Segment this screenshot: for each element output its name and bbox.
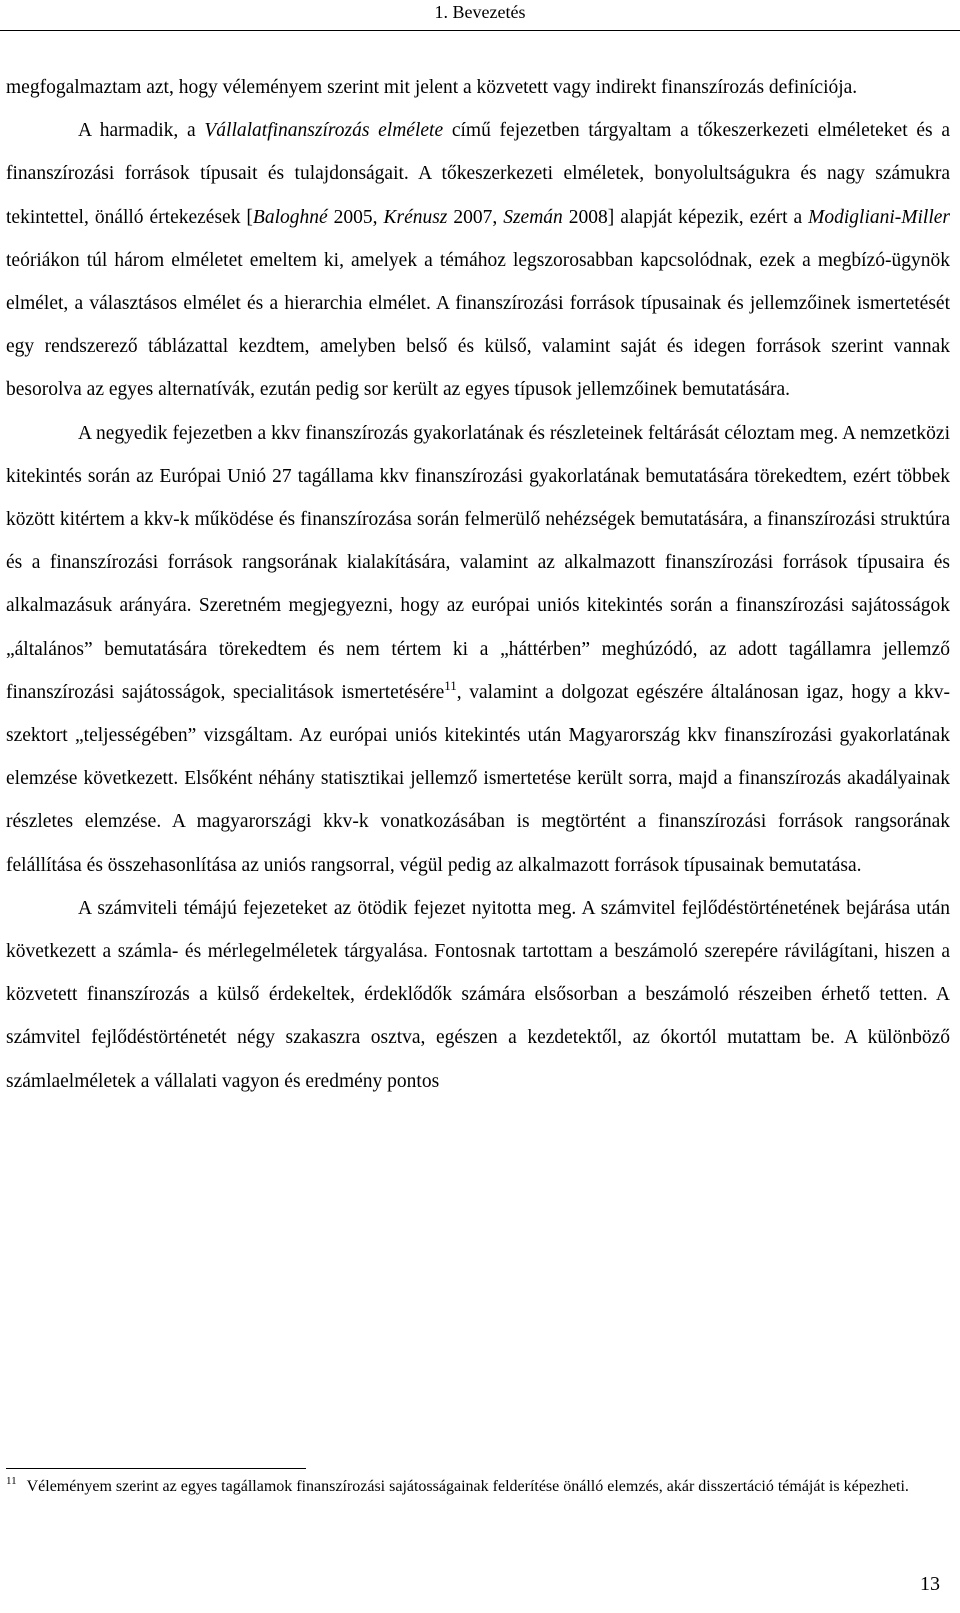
main-text — [6, 66, 950, 1103]
paragraph-text: megfogalmaztam azt, hogy véleményem szerint mit jelent a közvetett vagy indirekt finanszírozás definíciója. — [6, 77, 858, 98]
paragraph-text: A harmadik, a — [78, 120, 205, 142]
paragraph-text: , valamint a dolgozat egészére általánosan igaz, hogy a kkv-szektort „teljességében” vizsgáltam. Az európai uniós kitekintés után Magyarország kkv finanszírozási gyakorlatának elemzése következett. Elsőként néhány statisztikai jellemző ismertetése került sorra, majd a finanszírozás akadályainak részletes elemzése. A magyarországi kkv-k vonatkozásában is megtörtént a finanszírozási források rangsorának felállítása és összehasonlítása az uniós rangsorral, végül pedig az alkalmazott források típusainak bemutatása. — [6, 681, 950, 876]
footnote-number: 11 — [6, 1475, 17, 1487]
footnote-reference[interactable]: 11 — [444, 677, 457, 693]
footnote-text: Véleményem szerint az egyes tagállamok finanszírozási sajátosságainak felderítése önálló elemzés, akár disszertáció témáját is képezheti. — [26, 1478, 909, 1495]
footnote-separator — [6, 1468, 306, 1469]
paragraph-2 — [6, 109, 950, 411]
running-header — [0, 0, 960, 31]
italic-term: Modigliani-Miller — [808, 206, 951, 228]
paragraph-text: teóriákon túl három elméletet emeltem ki, amelyek a témához legszorosabban kapcsolódnak, ezek a megbízó-ügynök elmélet, a választásos elmélet és a hierarchia elmélet. A finanszírozási források típusainak és jellemzőinek ismertetését egy rendszerező táblázattal kezdtem, amelyben belső és külső, valamint saját és idegen források szerint vannak besorolva az egyes alternatívák, ezután pedig sor került az egyes típusok jellemzőinek bemutatására. — [6, 249, 950, 401]
paragraph-1 — [6, 66, 950, 109]
page-number: 13 — [920, 1573, 940, 1595]
paragraph-text: 2008] alapját képezik, ezért a — [562, 206, 809, 228]
paragraph-text: A negyedik fejezetben a kkv finanszírozás gyakorlatának és részleteinek feltárását céloztam meg. A nemzetközi kitekintés során az Európai Unió 27 tagállama kkv finanszírozási gyakorlatának bemutatására törekedtem, ezért többek között kitértem a kkv-k működése és finanszírozása során felmerülő nehézségek bemutatására, a finanszírozási struktúra és a finanszírozási források rangsorának kialakítására, valamint az alkalmazott finanszírozási források típusaira és alkalmazásuk arányára. Szeretném megjegyezni, hogy az európai uniós kitekintés során a finanszírozási sajátosságok „általános” bemutatására törekedtem és nem tértem ki a „háttérben” meghúzódó, az adott tagállamra jellemző finanszírozási sajátosságok, specialitások ismertetésére — [6, 422, 950, 703]
citation-author: Szemán — [503, 206, 563, 228]
footnote — [6, 1476, 950, 1498]
paragraph-text: 2007, — [447, 206, 504, 228]
italic-term: Vállalatfinanszírozás elmélete — [204, 120, 444, 142]
paragraph-text: című fejezetben tárgyaltam a tőkeszerkezeti elméleteket és a finanszírozási források típusait és tulajdonságait. A tőkeszerkezeti elméletek, bonyolultságukra és nagy számukra tekintettel, önálló értekezések [ — [6, 120, 950, 228]
paragraph-3 — [6, 412, 950, 887]
chapter-title: 1. Bevezetés — [434, 2, 526, 22]
citation-author: Baloghné — [252, 206, 328, 228]
citation-author: Krénusz — [383, 206, 448, 228]
paragraph-text: A számviteli témájú fejezeteket az ötödik fejezet nyitotta meg. A számvitel fejlődéstörténetének bejárása után következett a számla- és mérlegelméletek tárgyalása. Fontosnak tartottam a beszámoló szerepére rávilágítani, hiszen a közvetett finanszírozás a külső érdekeltek, érdeklődők számára elsősorban a beszámoló részeiben érhető tetten. A számvitel fejlődéstörténetét négy szakaszra osztva, egészen a kezdetektől, az ókortól mutattam be. A különböző számlaelméletek a vállalati vagyon és eredmény pontos — [6, 897, 950, 1092]
paragraph-4 — [6, 887, 950, 1103]
paragraph-text: 2005, — [327, 206, 384, 228]
